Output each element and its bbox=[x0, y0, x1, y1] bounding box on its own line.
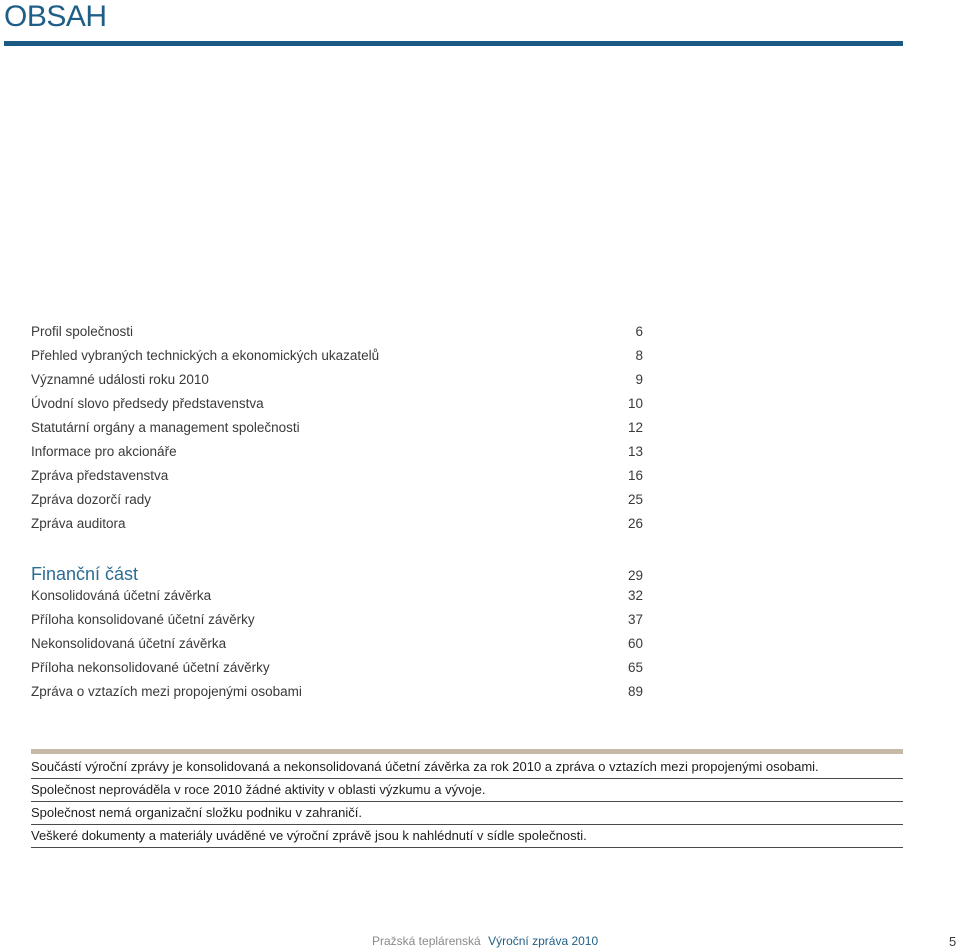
toc-item-page: 13 bbox=[627, 444, 643, 459]
toc-item-label: Statutární orgány a management společnosti bbox=[31, 420, 300, 435]
toc-item[interactable] bbox=[31, 324, 643, 348]
notes-divider bbox=[31, 749, 903, 754]
note-line: Společnost neprováděla v roce 2010 žádné aktivity v oblasti výzkumu a vývoje. bbox=[31, 779, 903, 802]
toc-item-page: 26 bbox=[627, 516, 643, 531]
toc-item-label: Významné události roku 2010 bbox=[31, 372, 209, 387]
toc-item-label: Informace pro akcionáře bbox=[31, 444, 177, 459]
toc-item[interactable] bbox=[31, 588, 643, 612]
toc-section-label: Finanční část bbox=[31, 564, 139, 584]
toc-item[interactable] bbox=[31, 492, 643, 516]
toc-item[interactable] bbox=[31, 636, 643, 660]
toc-item-page: 25 bbox=[627, 492, 643, 507]
toc-item-label: Zpráva o vztazích mezi propojenými osobami bbox=[31, 684, 302, 699]
toc-item-page: 10 bbox=[627, 396, 643, 411]
toc-item-page: 16 bbox=[627, 468, 643, 483]
toc-section-page: 29 bbox=[627, 568, 643, 583]
toc-spacer bbox=[31, 540, 643, 564]
toc-item-label: Zpráva dozorčí rady bbox=[31, 492, 152, 507]
title-rule bbox=[4, 41, 903, 46]
note-line: Veškeré dokumenty a materiály uváděné ve výroční zprávě jsou k nahlédnutí v sídle společnosti. bbox=[31, 825, 903, 848]
toc-item-page: 65 bbox=[627, 660, 643, 675]
notes-block bbox=[31, 756, 903, 848]
toc-item[interactable] bbox=[31, 684, 643, 708]
toc-item[interactable] bbox=[31, 372, 643, 396]
note-line: Společnost nemá organizační složku podniku v zahraničí. bbox=[31, 802, 903, 825]
toc-section-financial[interactable] bbox=[31, 564, 643, 588]
toc-item-label: Příloha nekonsolidované účetní závěrky bbox=[31, 660, 270, 675]
toc-item-page: 12 bbox=[627, 420, 643, 435]
footer-company: Pražská teplárenská bbox=[372, 934, 481, 948]
toc-item-page: 60 bbox=[627, 636, 643, 651]
footer bbox=[372, 934, 598, 948]
toc-item-page: 37 bbox=[627, 612, 643, 627]
toc-item-label: Zpráva auditora bbox=[31, 516, 126, 531]
toc-item[interactable] bbox=[31, 660, 643, 684]
toc-item-label: Nekonsolidovaná účetní závěrka bbox=[31, 636, 227, 651]
page-title: OBSAH bbox=[4, 0, 107, 33]
table-of-contents bbox=[31, 324, 643, 708]
toc-item-page: 6 bbox=[635, 324, 643, 339]
toc-item-label: Úvodní slovo předsedy představenstva bbox=[31, 396, 264, 411]
toc-item[interactable] bbox=[31, 612, 643, 636]
toc-item-label: Profil společnosti bbox=[31, 324, 134, 339]
toc-item-page: 32 bbox=[627, 588, 643, 603]
toc-item-label: Přehled vybraných technických a ekonomických ukazatelů bbox=[31, 348, 380, 363]
toc-item-label: Příloha konsolidované účetní závěrky bbox=[31, 612, 255, 627]
toc-item[interactable] bbox=[31, 516, 643, 540]
toc-item-label: Konsolidováná účetní závěrka bbox=[31, 588, 212, 603]
toc-item[interactable] bbox=[31, 468, 643, 492]
toc-item[interactable] bbox=[31, 444, 643, 468]
toc-item-page: 8 bbox=[635, 348, 643, 363]
toc-item[interactable] bbox=[31, 348, 643, 372]
toc-item-page: 89 bbox=[627, 684, 643, 699]
footer-report-title: Výroční zpráva 2010 bbox=[488, 934, 599, 948]
toc-item[interactable] bbox=[31, 396, 643, 420]
toc-item[interactable] bbox=[31, 420, 643, 444]
toc-item-page: 9 bbox=[635, 372, 643, 387]
page-number: 5 bbox=[949, 934, 957, 949]
note-line: Součástí výroční zprávy je konsolidovaná a nekonsolidovaná účetní závěrka za rok 2010 a zpráva o vztazích mezi propojenými osobami. bbox=[31, 756, 903, 779]
toc-item-label: Zpráva představenstva bbox=[31, 468, 169, 483]
